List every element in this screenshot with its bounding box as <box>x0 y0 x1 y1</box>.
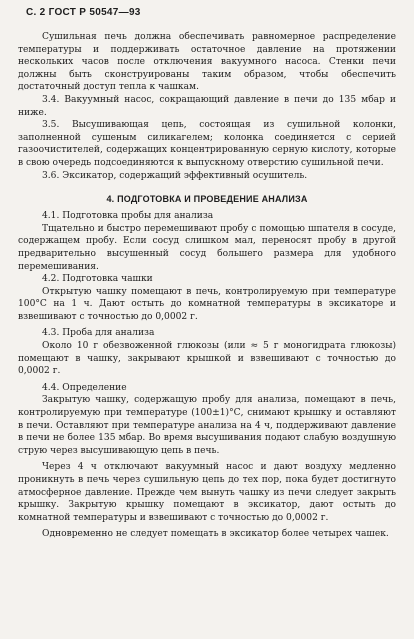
subsection-4-1-text: Тщательно и быстро перемешивают пробу с помощью шпателя в сосуде, содержащем пробу. Если сосуд слишком мал, переносят пробу в другой предварительно высушенный сосуд большего размера для удобного перемешивания. <box>18 223 396 272</box>
subsection-4-3-text: Около 10 г обезвоженной глюкозы (или ≈ 5 г моногидрата глюкозы) помещают в чашку, закрывают крышкой и взвешивают с точностью до 0,0002 г. <box>18 341 396 377</box>
subsection-4-4-paragraph-3: Одновременно не следует помещать в эксикатор более четырех чашек. <box>42 529 389 540</box>
subsection-4-2-text: Открытую чашку помещают в печь, контролируемую при температуре 100°С на 1 ч. Дают остыть до комнатной температуры в эксикаторе и взвешивают с точностью до 0,0002 г. <box>18 286 396 322</box>
paragraph-3-5: 3.5. Высушивающая цепь, состоящая из сушильной колонки, заполненной сушеным силикагелем; колонка соединяется с серией газоочистителей, содержащих концентрированную серную кислоту, которые в свою очередь подсоединяются к выпускному отверстию сушильной печи. <box>18 120 396 168</box>
subsection-4-2-title: 4.2. Подготовка чашки <box>42 274 153 285</box>
subsection-4-4-paragraph-2: Через 4 ч отключают вакуумный насос и дают воздуху медленно проникнуть в печь через сушильную цепь до тех пор, пока будет достигнуто атмосферное давление. Прежде чем вынуть чашку из печи следует закрыть крышку. Закрытую крышку помещают в эксикатор, дают остыть до комнатной температуры и взвешивают с точностью до 0,0002 г. <box>18 462 396 523</box>
subsection-4-1-title: 4.1. Подготовка пробы для анализа <box>42 211 214 222</box>
paragraph-oven: Сушильная печь должна обеспечивать равномерное распределение температуры и поддерживать остаточное давление на протяжении нескольких часов после отключения вакуумного насоса. Стенки печи должны быть сконструированы таким образом, чтобы обеспечить достаточный доступ тепла к чашкам. <box>18 32 396 93</box>
section-4-title: 4. ПОДГОТОВКА И ПРОВЕДЕНИЕ АНАЛИЗА <box>106 194 308 205</box>
subsection-4-3-title: 4.3. Проба для анализа <box>42 328 155 339</box>
paragraph-3-4: 3.4. Вакуумный насос, сокращающий давление в печи до 135 мбар и ниже. <box>18 94 396 118</box>
paragraph-3-6: 3.6. Эксикатор, содержащий эффективный осушитель. <box>42 170 308 181</box>
page-header: С. 2 ГОСТ Р 50547—93 <box>26 7 141 18</box>
subsection-4-4-paragraph-1: Закрытую чашку, содержащую пробу для анализа, помещают в печь, контролируемую при температуре (100±1)°С, снимают крышку и оставляют в печи. Оставляют при температуре анализа на 4 ч, поддерживают давление в печи не более 135 мбар. Во время высушивания подают слабую воздушную струю через высушивающую цепь в печь. <box>18 395 396 456</box>
subsection-4-4-title: 4.4. Определение <box>42 382 127 393</box>
